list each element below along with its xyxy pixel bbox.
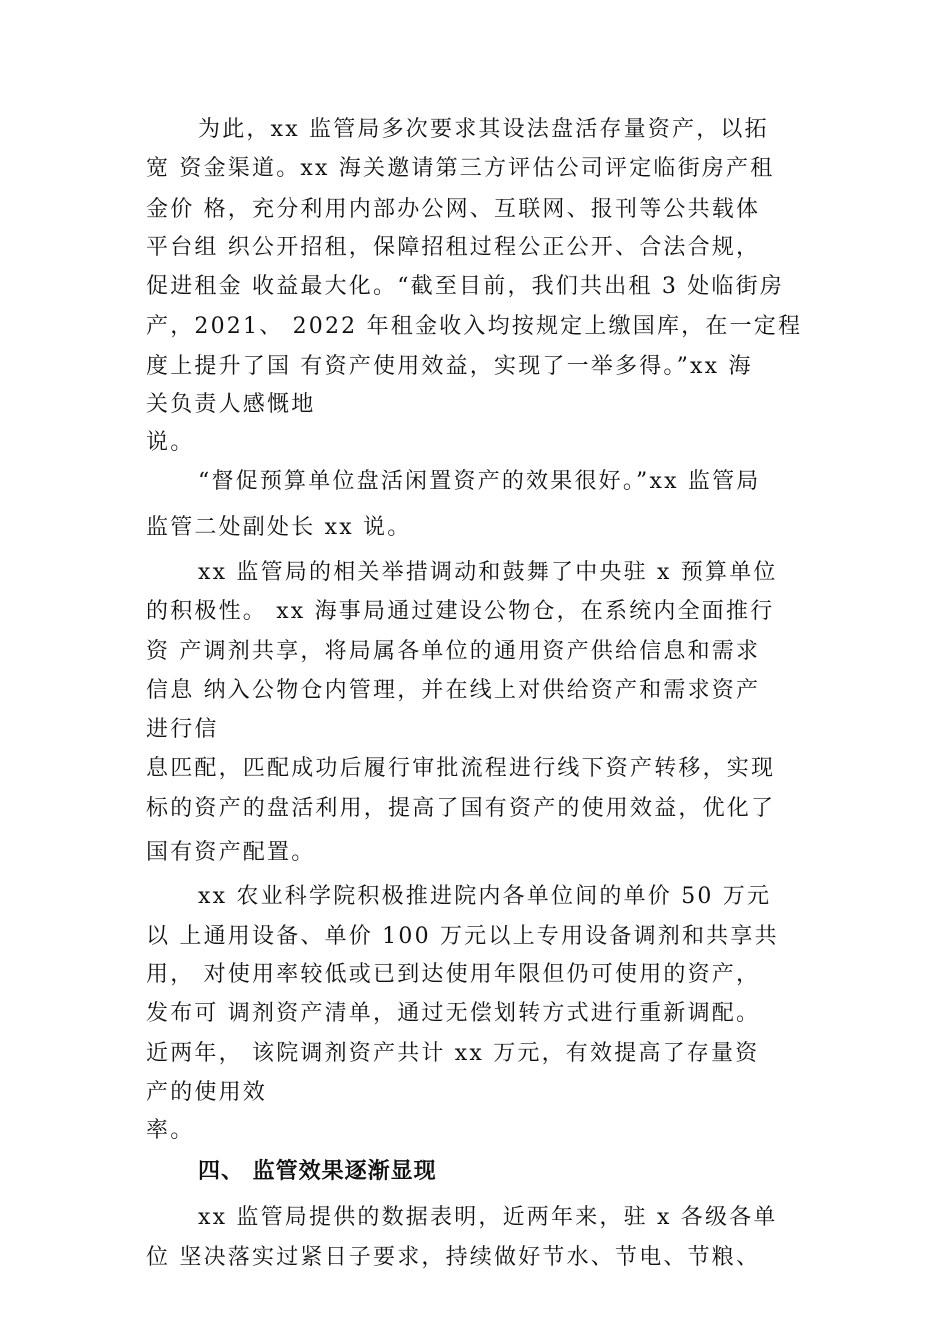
paragraph-line: 宽 资金渠道。xx 海关邀请第三方评估公司评定临街房产租 bbox=[146, 156, 775, 181]
paragraph-line: 位 坚决落实过紧日子要求，持续做好节水、节电、节粮、 bbox=[146, 1245, 761, 1270]
paragraph-line: 资 产调剂共享，将局属各单位的通用资产供给信息和需求 bbox=[146, 639, 761, 664]
paragraph-line: 以 上通用设备、单价 100 万元以上专用设备调剂和共享共 bbox=[146, 924, 779, 949]
paragraph-line: 发布可 调剂资产清单，通过无偿划转方式进行重新调配。 bbox=[146, 1001, 761, 1026]
paragraph-line: 产，2021、 2022 年租金收入均按规定上缴国库，在一定程 bbox=[146, 314, 803, 339]
paragraph-line: 进行信 bbox=[146, 717, 219, 742]
paragraph-line: 息匹配，匹配成功后履行审批流程进行线下资产转移，实现 bbox=[146, 756, 776, 781]
paragraph-line: 为此，xx 监管局多次要求其设法盘活存量资产，以拓 bbox=[198, 117, 769, 142]
paragraph-line: 关负责人感慨地 bbox=[146, 392, 316, 417]
paragraph-line: 金价 格，充分利用内部办公网、互联网、报刊等公共载体 bbox=[146, 197, 761, 222]
paragraph-line: “督促预算单位盘活闲置资产的效果很好。”xx 监管局 bbox=[198, 469, 761, 494]
paragraph-line: 信息 纳入公物仓内管理，并在线上对供给资产和需求资产 bbox=[146, 678, 761, 703]
paragraph-line: 平台组 织公开招租，保障招租过程公正公开、合法合规， bbox=[146, 235, 761, 260]
section-heading: 四、 监管效果逐渐显现 bbox=[198, 1159, 437, 1184]
paragraph-line: 率。 bbox=[146, 1118, 195, 1143]
paragraph-line: 监管二处副处长 xx 说。 bbox=[146, 515, 412, 540]
paragraph-line: 近两年， 该院调剂资产共计 xx 万元，有效提高了存量资 bbox=[146, 1041, 760, 1066]
paragraph-line: 度上提升了国 有资产使用效益，实现了一举多得。”xx 海 bbox=[146, 354, 753, 379]
paragraph-line: xx 监管局的相关举措调动和鼓舞了中央驻 x 预算单位 bbox=[198, 560, 778, 585]
paragraph-line: 用， 对使用率较低或已到达使用年限但仍可使用的资产， bbox=[146, 962, 761, 987]
paragraph-line: 国有资产配置。 bbox=[146, 840, 316, 865]
paragraph-line: 产的使用效 bbox=[146, 1080, 268, 1105]
paragraph-line: 标的资产的盘活利用，提高了国有资产的使用效益，优化了 bbox=[146, 796, 776, 821]
paragraph-line: xx 农业科学院积极推进院内各单位间的单价 50 万元 bbox=[198, 884, 772, 909]
paragraph-line: 说。 bbox=[146, 430, 195, 455]
paragraph-line: 的积极性。 xx 海事局通过建设公物仓，在系统内全面推行 bbox=[146, 599, 775, 624]
paragraph-line: xx 监管局提供的数据表明，近两年来，驻 x 各级各单 bbox=[198, 1205, 778, 1230]
paragraph-line: 促进租金 收益最大化。“截至目前，我们共出租 3 处临街房 bbox=[146, 274, 785, 299]
